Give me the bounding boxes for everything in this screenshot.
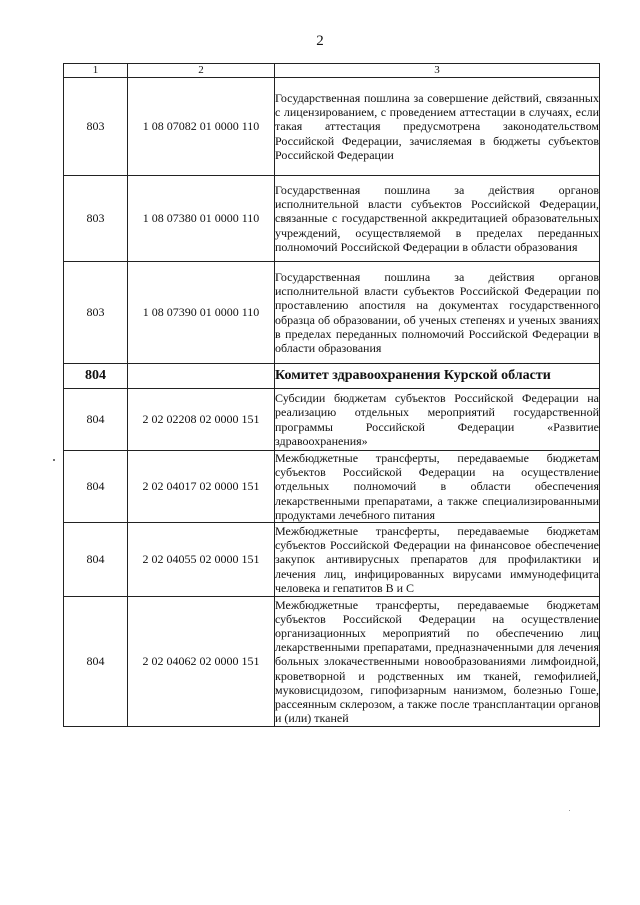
budget-classification-code: 1 08 07380 01 0000 110	[128, 176, 275, 262]
scan-artifact-dot	[569, 810, 570, 811]
table-row	[64, 523, 600, 597]
budget-classification-code: 2 02 04062 02 0000 151	[128, 597, 275, 727]
table-row	[64, 597, 600, 727]
administrator-code: 804	[64, 451, 128, 523]
budget-code-table	[63, 63, 600, 727]
administrator-code: 803	[64, 176, 128, 262]
revenue-description: Государственная пошлина за действия органов исполнительной власти субъектов Российской Федерации, связанные с государственной аккредитацией образовательных учреждений, осуществляемой в пределах переданных полномочий Российской Федерации в области образования	[275, 176, 600, 262]
revenue-description: Государственная пошлина за совершение действий, связанных с лицензированием, с проведением аттестации в случаях, если такая аттестация предусмотрена законодательством Российской Федерации, зачисляемая в бюджеты субъектов Российской Федерации	[275, 78, 600, 176]
page-number: 2	[316, 33, 324, 49]
table-row	[64, 389, 600, 451]
column-number-3: 3	[275, 64, 600, 78]
column-number-1: 1	[64, 64, 128, 78]
table-row	[64, 451, 600, 523]
revenue-description: Межбюджетные трансферты, передаваемые бюджетам субъектов Российской Федерации на осуществление организационных мероприятий по обеспечению лиц лекарственными препаратами, предназначенными для лечения больных злокачественными новообразованиями лимфоидной, кроветворной и родственных им тканей, гемофилией, муковисцидозом, гипофизарным нанизмом, болезнью Гоше, рассеянным склерозом, а также после трансплантации органов и (или) тканей	[275, 597, 599, 726]
administrator-code: 803	[64, 262, 128, 364]
column-number-row	[64, 64, 600, 78]
administrator-code: 804	[64, 597, 128, 727]
revenue-description: Государственная пошлина за действия органов исполнительной власти субъектов Российской Федерации по проставлению апостиля на документах государственного образца об образовании, об ученых степенях и ученых званиях в пределах переданных полномочий Российской Федерации в области образования	[275, 262, 600, 364]
table-row	[64, 78, 600, 176]
section-title: Комитет здравоохранения Курской области	[275, 364, 600, 389]
administrator-code: 804	[64, 389, 128, 451]
revenue-description: Межбюджетные трансферты, передаваемые бюджетам субъектов Российской Федерации на осуществление отдельных полномочий в области обеспечения лекарственными препаратами, а также специализированными продуктами лечебного питания	[275, 451, 599, 522]
revenue-description: Субсидии бюджетам субъектов Российской Федерации на реализацию отдельных мероприятий государственной программы Российской Федерации «Развитие здравоохранения»	[275, 389, 600, 451]
section-administrator-code: 804	[64, 364, 128, 389]
budget-classification-code: 2 02 02208 02 0000 151	[128, 389, 275, 451]
column-number-2: 2	[128, 64, 275, 78]
section-header-row	[64, 364, 600, 389]
budget-classification-code: 2 02 04017 02 0000 151	[128, 451, 275, 523]
budget-classification-code: 1 08 07390 01 0000 110	[128, 262, 275, 364]
section-empty-cell	[128, 364, 275, 389]
budget-classification-code: 1 08 07082 01 0000 110	[128, 78, 275, 176]
administrator-code: 804	[64, 523, 128, 597]
budget-classification-code: 2 02 04055 02 0000 151	[128, 523, 275, 597]
table-row	[64, 176, 600, 262]
scan-artifact-mark	[53, 459, 55, 461]
revenue-description: Межбюджетные трансферты, передаваемые бюджетам субъектов Российской Федерации на финансовое обеспечение закупок антивирусных препаратов для профилактики и лечения лиц, инфицированных вирусами иммунодефицита человека и гепатитов B и C	[275, 524, 599, 595]
table-row	[64, 262, 600, 364]
administrator-code: 803	[64, 78, 128, 176]
